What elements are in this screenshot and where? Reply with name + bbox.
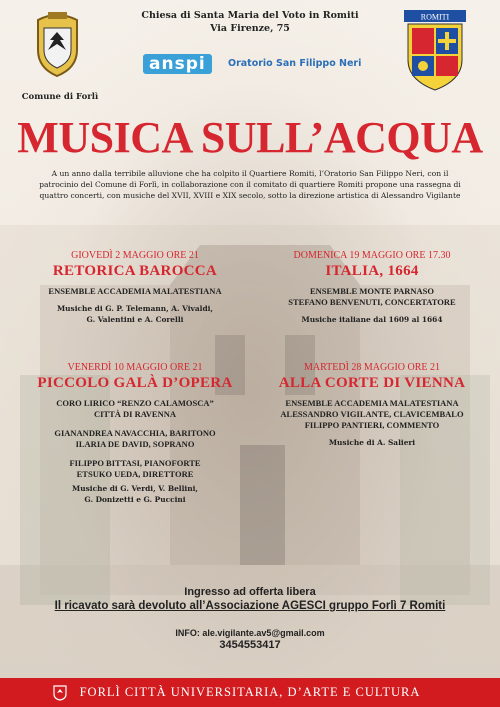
entry-note: Ingresso ad offerta libera bbox=[184, 586, 316, 598]
event-notes bbox=[20, 303, 250, 325]
event-name: PICCOLO GALÀ D’OPERA bbox=[37, 375, 233, 391]
event-card bbox=[252, 250, 492, 325]
performer-line: FILIPPO BITTASI, PIANOFORTE bbox=[69, 458, 201, 468]
performer-line: ENSEMBLE ACCADEMIA MALATESTIANA bbox=[48, 286, 222, 296]
footer-slogan: FORLÌ CITTÀ UNIVERSITARIA, D’ARTE E CULTURA bbox=[79, 685, 421, 699]
comune-label: Comune di Forlì bbox=[21, 92, 99, 102]
event-card bbox=[20, 362, 250, 505]
poster-title: MUSICA SULL’ACQUA bbox=[17, 113, 483, 162]
church-street: Via Firenze, 75 bbox=[210, 23, 290, 34]
notes-line: G. Donizetti e G. Puccini bbox=[84, 495, 186, 504]
oratorio-label: Oratorio San Filippo Neri bbox=[228, 58, 362, 69]
event-notes bbox=[20, 483, 250, 505]
event-performers bbox=[252, 286, 492, 308]
forli-coat-of-arms-icon bbox=[30, 10, 85, 78]
event-notes bbox=[252, 437, 492, 448]
anspi-logo: anspi bbox=[143, 54, 212, 74]
event-name: ALLA CORTE DI VIENNA bbox=[278, 375, 466, 391]
proceeds-note: Il ricavato sarà devoluto all’Associazione AGESCI gruppo Forlì 7 Romiti bbox=[54, 600, 446, 612]
notes-line: Musiche italiane dal 1609 al 1664 bbox=[301, 315, 443, 324]
event-performers bbox=[20, 398, 250, 480]
romiti-coat-of-arms-icon bbox=[404, 10, 466, 92]
performer-line: ILARIA DE DAVID, SOPRANO bbox=[75, 439, 195, 449]
event-name: RETORICA BAROCCA bbox=[52, 263, 218, 279]
event-date: DOMENICA 19 MAGGIO ORE 17.30 bbox=[293, 250, 451, 261]
notes-line: Musiche di G. P. Telemann, A. Vivaldi, bbox=[57, 304, 213, 313]
performer-line: ALESSANDRO VIGILANTE, CLAVICEMBALO bbox=[280, 409, 464, 419]
performer-line: CITTÀ DI RAVENNA bbox=[93, 409, 177, 419]
church-address bbox=[120, 9, 380, 35]
performer-line: FILIPPO PANTIERI, COMMENTO bbox=[304, 420, 440, 430]
event-card bbox=[20, 250, 250, 325]
notes-line: G. Valentini e A. Corelli bbox=[86, 315, 184, 324]
crest-right-label: ROMITI bbox=[420, 12, 450, 22]
contact-info bbox=[0, 627, 500, 651]
event-date: MARTEDÌ 28 MAGGIO ORE 21 bbox=[303, 362, 441, 373]
contact-email: INFO: ale.vigilante.av5@gmail.com bbox=[175, 628, 325, 638]
event-date: VENERDÌ 10 MAGGIO ORE 21 bbox=[67, 362, 203, 373]
performer-line: STEFANO BENVENUTI, CONCERTATORE bbox=[288, 297, 456, 307]
event-performers bbox=[252, 398, 492, 431]
notes-line: Musiche di G. Verdi, V. Bellini, bbox=[72, 484, 198, 493]
performer-line: CORO LIRICO “RENZO CALAMOSCA” bbox=[56, 398, 214, 408]
church-name: Chiesa di Santa Maria del Voto in Romiti bbox=[141, 10, 359, 21]
performer-line: ETSUKO UEDA, DIRETTORE bbox=[76, 469, 194, 479]
performer-line: ENSEMBLE ACCADEMIA MALATESTIANA bbox=[285, 398, 459, 408]
event-card bbox=[252, 362, 492, 448]
performer-line: GIANANDREA NAVACCHIA, BARITONO bbox=[54, 428, 216, 438]
contact-phone: 3454553417 bbox=[219, 639, 281, 651]
notes-line: Musiche di A. Salieri bbox=[328, 438, 416, 447]
performer-line: ENSEMBLE MONTE PARNASO bbox=[309, 286, 435, 296]
event-notes bbox=[252, 314, 492, 325]
intro-text: A un anno dalla terribile alluvione che ha colpito il Quartiere Romiti, l’Oratorio San Filippo Neri, con il patrocinio del Comune di Forlì, in collaborazione con il comitato di quartiere Romiti propone una rassegna di quattro concerti, con musiche del XVII, XVIII e XIX secolo, sotto la direzione artistica di Alessandro Vigilante bbox=[39, 169, 461, 201]
event-name: ITALIA, 1664 bbox=[325, 263, 419, 279]
footer-bar bbox=[0, 678, 500, 707]
event-date: GIOVEDÌ 2 MAGGIO ORE 21 bbox=[71, 250, 199, 261]
event-performers bbox=[20, 286, 250, 297]
